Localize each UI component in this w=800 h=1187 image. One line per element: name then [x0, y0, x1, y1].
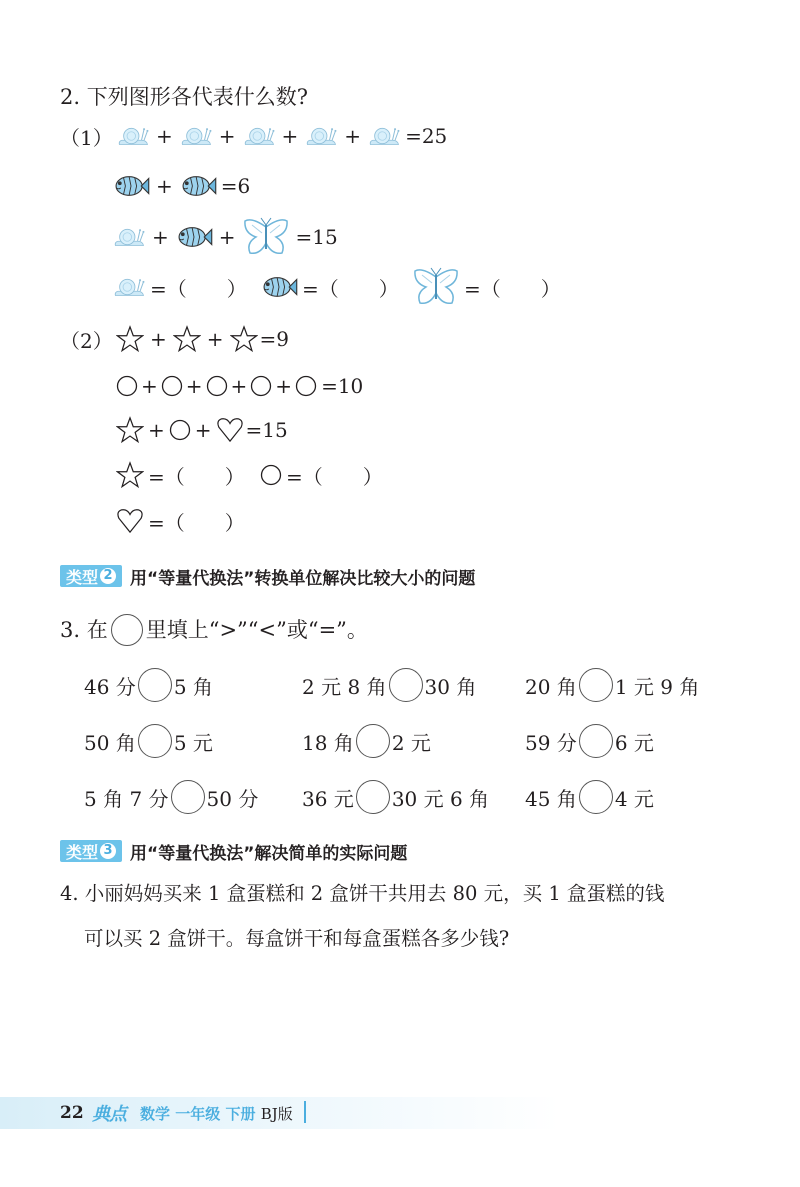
plus-sign: +	[185, 374, 203, 398]
q2-part1-eq2	[112, 170, 250, 202]
butterfly-answer-blank[interactable]: =（ ）	[464, 276, 561, 301]
circle-icon	[260, 464, 282, 486]
q2-part1-eq3	[112, 216, 338, 258]
q3-title-post: 里填上“>”“<”或“=”。	[145, 618, 368, 642]
q2-part2-eq3	[116, 415, 288, 445]
p2-eq1-result: =9	[259, 327, 290, 351]
compare-circle[interactable]	[389, 668, 423, 702]
star-answer-blank[interactable]: =（ ）	[148, 464, 245, 489]
page-number: 22	[60, 1103, 84, 1123]
fish-answer-blank[interactable]: =（ ）	[302, 276, 399, 301]
compare-circle[interactable]	[356, 780, 390, 814]
plus-sign: +	[150, 327, 167, 351]
compare-right: 4 元	[614, 786, 654, 811]
circle-icon	[116, 375, 138, 397]
type3-header	[60, 838, 407, 864]
circle-answer-blank[interactable]: =（ ）	[286, 464, 383, 489]
compare-item	[84, 668, 213, 702]
type3-badge-label: 类型	[66, 842, 99, 862]
compare-circle[interactable]	[579, 724, 613, 758]
plus-sign: +	[148, 418, 165, 442]
compare-left: 46 分	[84, 674, 136, 699]
circle-icon	[206, 375, 228, 397]
snail-icon	[112, 224, 146, 250]
type3-badge	[60, 840, 122, 862]
snail-icon	[242, 123, 276, 149]
eq2-result: =6	[220, 174, 251, 198]
circle-icon	[250, 375, 272, 397]
compare-right: 30 元 6 角	[391, 786, 490, 811]
part1-label: （1）	[60, 125, 113, 150]
type3-title: 用“等量代换法”解决简单的实际问题	[130, 843, 408, 864]
star-icon	[173, 325, 201, 353]
plus-sign: +	[194, 418, 212, 442]
book-name: 数学 一年级 下册	[140, 1105, 256, 1123]
snail-answer-blank[interactable]: =（ ）	[150, 276, 247, 301]
snail-icon	[116, 123, 150, 149]
snail-icon	[179, 123, 213, 149]
eq3-result: =15	[295, 225, 338, 249]
compare-circle[interactable]	[356, 724, 390, 758]
compare-circle[interactable]	[138, 668, 172, 702]
part2-label: （2）	[60, 328, 113, 353]
plus-sign: +	[152, 225, 169, 249]
snail-icon	[367, 123, 401, 149]
plus-sign: +	[281, 124, 299, 148]
compare-right: 5 角	[173, 674, 213, 699]
fish-icon	[179, 172, 217, 200]
q2-part1-eq1	[60, 120, 447, 152]
star-icon	[230, 325, 258, 353]
heart-answer-blank[interactable]: =（ ）	[148, 510, 245, 535]
type2-header	[60, 563, 475, 589]
q3-title	[60, 614, 368, 646]
plus-sign: +	[218, 124, 236, 148]
plus-sign: +	[218, 225, 236, 249]
compare-item	[302, 724, 431, 758]
heart-icon	[116, 508, 144, 534]
plus-sign: +	[156, 174, 173, 198]
heart-icon	[216, 417, 244, 443]
compare-circle[interactable]	[171, 780, 205, 814]
footer-divider	[304, 1101, 306, 1123]
type3-badge-num: 3	[100, 843, 116, 859]
compare-left: 18 角	[302, 730, 354, 755]
compare-left: 59 分	[525, 730, 577, 755]
q4-line2: 可以买 2 盒饼干。每盒饼干和每盒蛋糕各多少钱?	[84, 927, 510, 950]
compare-left: 50 角	[84, 730, 136, 755]
compare-item	[525, 668, 699, 702]
q3-title-pre: 3. 在	[60, 618, 108, 642]
fish-icon	[175, 223, 213, 251]
type2-badge-num: 2	[100, 568, 116, 584]
plus-sign: +	[275, 374, 293, 398]
compare-left: 5 角 7 分	[84, 786, 169, 811]
compare-circle[interactable]	[579, 780, 613, 814]
book-edition: BJ版	[260, 1105, 293, 1123]
snail-icon	[304, 123, 338, 149]
compare-right: 30 角	[424, 674, 477, 699]
compare-right: 5 元	[173, 730, 213, 755]
type2-title: 用“等量代换法”转换单位解决比较大小的问题	[130, 568, 476, 589]
snail-icon	[112, 274, 146, 300]
compare-left: 2 元 8 角	[302, 674, 387, 699]
plus-sign: +	[206, 327, 224, 351]
compare-right: 2 元	[391, 730, 431, 755]
compare-item	[84, 724, 213, 758]
star-icon	[116, 416, 144, 444]
compare-right: 6 元	[614, 730, 654, 755]
plus-sign: +	[156, 124, 173, 148]
book-title	[140, 1103, 293, 1124]
q2-part2-answers1	[116, 460, 383, 490]
p2-eq3-result: =15	[245, 418, 288, 442]
star-icon	[116, 461, 144, 489]
plus-sign: +	[230, 374, 248, 398]
fish-icon	[260, 273, 298, 301]
compare-circle[interactable]	[138, 724, 172, 758]
fish-icon	[112, 172, 150, 200]
q2-title: 2. 下列图形各代表什么数?	[60, 85, 308, 109]
compare-left: 36 元	[302, 786, 354, 811]
brand-logo: 典点	[92, 1104, 126, 1125]
q2-part2-eq2	[116, 372, 363, 400]
compare-left: 45 角	[525, 786, 577, 811]
plus-sign: +	[141, 374, 158, 398]
circle-icon	[295, 375, 317, 397]
plus-sign: +	[344, 124, 362, 148]
compare-left: 20 角	[525, 674, 577, 699]
q2-part1-answers	[112, 266, 561, 308]
compare-item	[302, 668, 476, 702]
compare-item	[525, 724, 654, 758]
q3-title-circle	[111, 614, 143, 646]
q2-part2-eq1	[60, 324, 289, 354]
butterfly-icon	[412, 267, 460, 307]
compare-item	[302, 780, 489, 814]
circle-icon	[161, 375, 183, 397]
compare-item	[84, 780, 258, 814]
compare-right: 50 分	[206, 786, 259, 811]
circle-icon	[169, 419, 191, 441]
star-icon	[116, 325, 144, 353]
q4-line1: 4. 小丽妈妈买来 1 盒蛋糕和 2 盒饼干共用去 80 元，买 1 盒蛋糕的钱	[60, 882, 665, 905]
compare-item	[525, 780, 654, 814]
type2-badge-label: 类型	[66, 567, 99, 587]
p2-eq2-result: =10	[321, 374, 364, 398]
type2-badge	[60, 565, 122, 587]
q2-part2-answers2	[116, 506, 245, 536]
butterfly-icon	[242, 217, 290, 257]
compare-right: 1 元 9 角	[614, 674, 700, 699]
compare-circle[interactable]	[579, 668, 613, 702]
eq1-result: =25	[405, 124, 448, 148]
